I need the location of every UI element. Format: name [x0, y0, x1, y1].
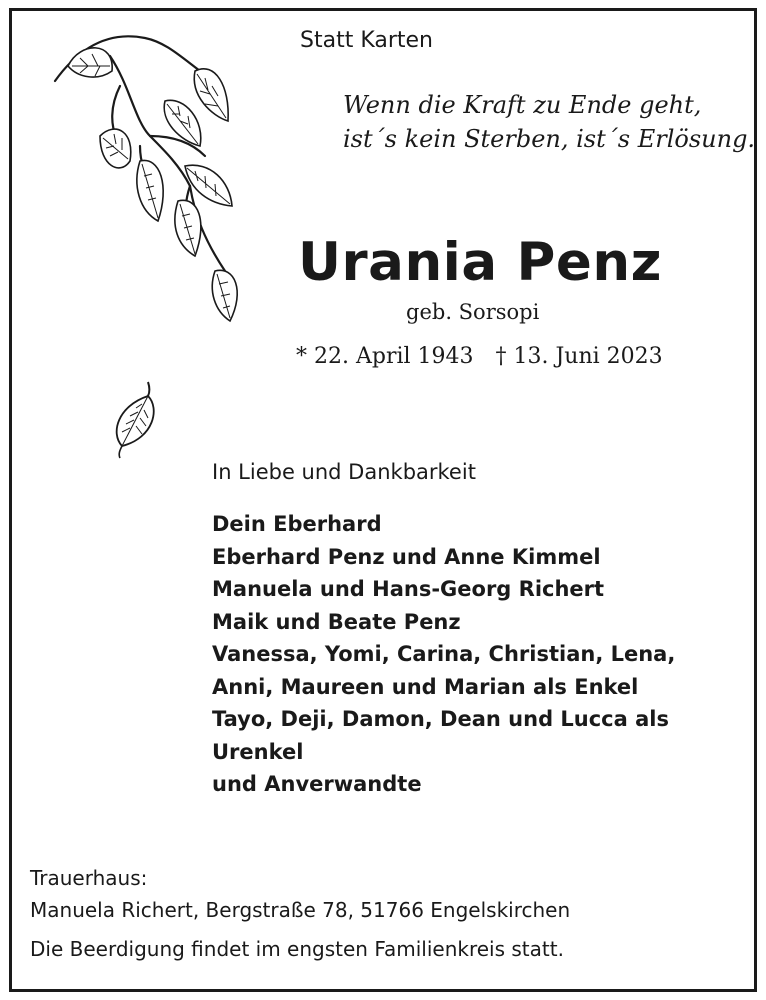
- falling-leaf-icon: [108, 378, 160, 460]
- mourners-intro: In Liebe und Dankbarkeit: [212, 460, 476, 484]
- mourner-line: Urenkel: [212, 739, 304, 764]
- mourner-line: Manuela und Hans-Georg Richert: [212, 577, 605, 601]
- quote-line-2: ist´s kein Sterben, ist´s Erlösung.: [343, 125, 756, 153]
- memorial-quote: [343, 88, 755, 156]
- mourners-list: [212, 508, 675, 801]
- death-date: † 13. Juni 2023: [495, 344, 663, 369]
- birch-branch-icon: [40, 26, 250, 336]
- mourner-line: Tayo, Deji, Damon, Dean und Lucca als: [212, 707, 669, 731]
- birth-name: geb. Sorsopi: [406, 300, 540, 324]
- birth-date: * 22. April 1943: [296, 344, 474, 369]
- mourner-line: Eberhard Penz und Anne Kimmel: [212, 544, 601, 569]
- funeral-note: Die Beerdigung findet im engsten Familienkreis statt.: [30, 937, 564, 961]
- mourner-line: Maik und Beate Penz: [212, 609, 461, 634]
- life-dates: [296, 344, 663, 369]
- mourner-line: Anni, Maureen und Marian als Enkel: [212, 674, 639, 699]
- mourner-line: Vanessa, Yomi, Carina, Christian, Lena,: [212, 642, 676, 666]
- mourning-house-address: Manuela Richert, Bergstraße 78, 51766 Engelskirchen: [30, 898, 571, 922]
- mourner-line: Dein Eberhard: [212, 512, 382, 536]
- mourner-line: und Anverwandte: [212, 772, 422, 796]
- mourning-house-label: Trauerhaus:: [30, 866, 148, 890]
- statt-karten-label: Statt Karten: [300, 28, 433, 53]
- quote-line-1: Wenn die Kraft zu Ende geht,: [343, 91, 702, 119]
- deceased-name: Urania Penz: [298, 232, 662, 293]
